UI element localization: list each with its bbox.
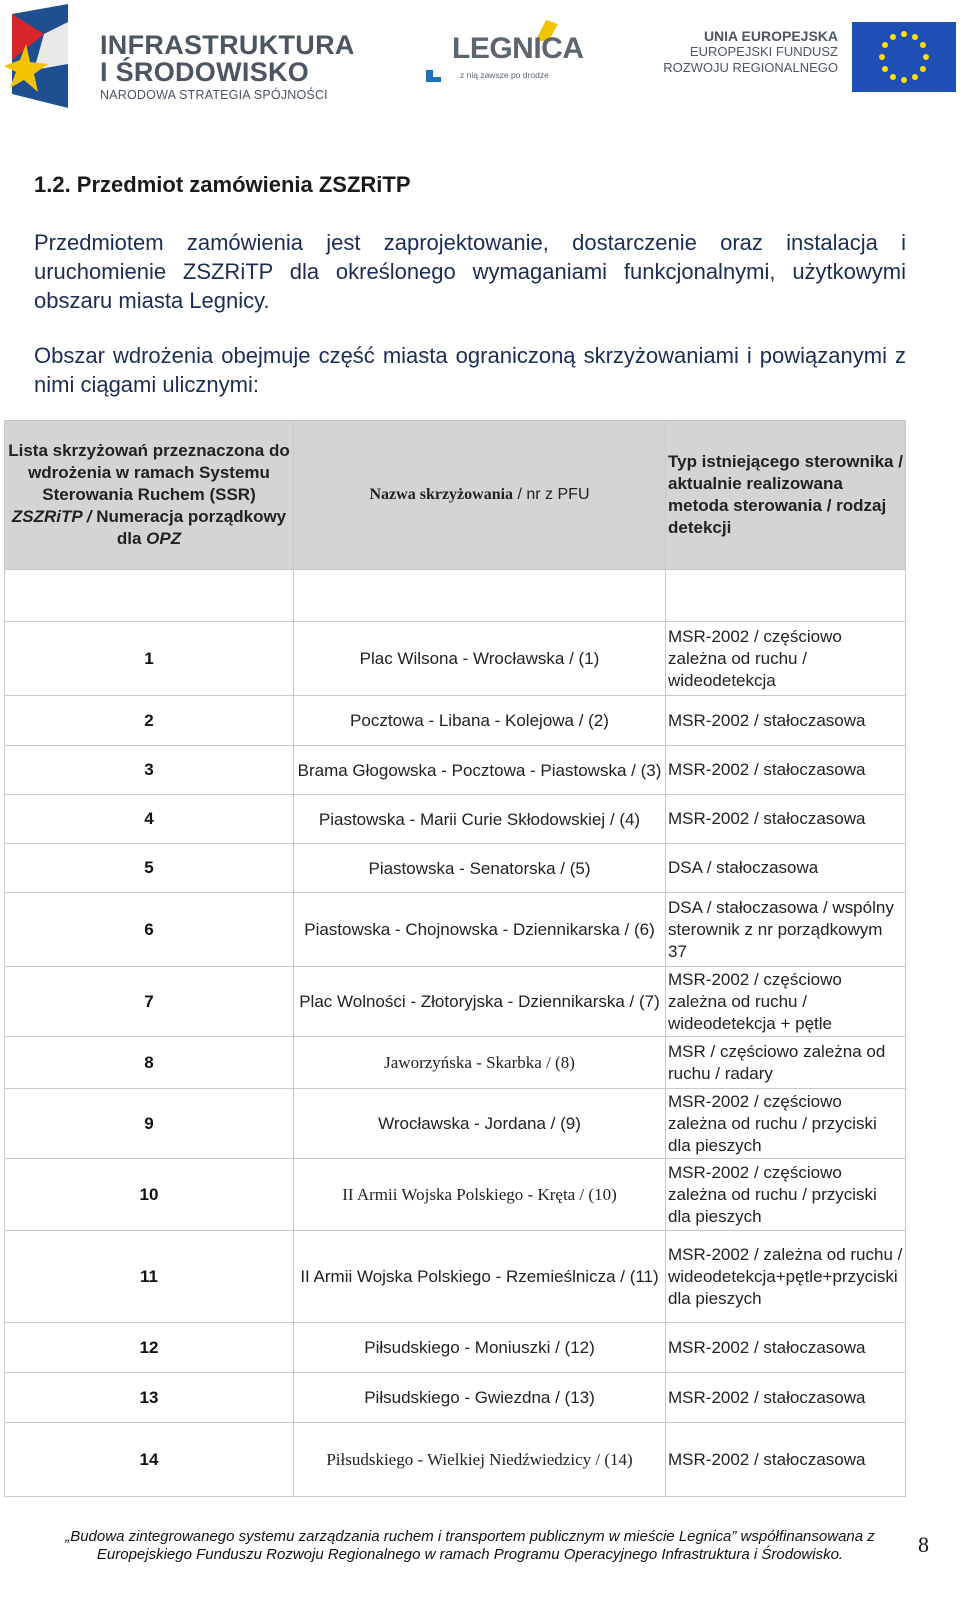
row-number: 4 <box>5 795 294 844</box>
row-number: 6 <box>5 893 294 967</box>
row-number: 8 <box>5 1037 294 1089</box>
intersection-name: Piłsudskiego - Gwiezdna / (13) <box>294 1373 666 1423</box>
row-number: 2 <box>5 696 294 746</box>
controller-type: MSR-2002 / stałoczasowa <box>666 795 906 844</box>
row-number: 11 <box>5 1231 294 1323</box>
intersection-name: Brama Głogowska - Pocztowa - Piastowska / (3) <box>294 746 666 795</box>
infrastruktura-logo <box>4 4 355 108</box>
footer-line-2: Europejskiego Funduszu Rozwoju Regionalnego w ramach Programu Operacyjnego Infrastruktura i Środowisko. <box>96 1546 844 1563</box>
row-number: 1 <box>5 622 294 696</box>
intersection-name: Plac Wilsona - Wrocławska / (1) <box>294 622 666 696</box>
controller-type: MSR-2002 / stałoczasowa <box>666 1373 906 1423</box>
table-row <box>5 746 906 795</box>
intersection-name: Piastowska - Chojnowska - Dziennikarska / (6) <box>294 893 666 967</box>
intersection-name: Wrocławska - Jordana / (9) <box>294 1089 666 1159</box>
infrastruktura-logo-subtitle: NARODOWA STRATEGIA SPÓJNOŚCI <box>100 88 328 102</box>
footer-line-1: „Budowa zintegrowanego systemu zarządzania ruchem i transportem publicznym w mieście Legnica” współfinansowana z <box>65 1528 875 1545</box>
row-number: 10 <box>5 1159 294 1231</box>
column-header-list: Lista skrzyżowań przeznaczona do wdrożenia w ramach Systemu Sterowania Ruchem (SSR) ZSZRiTP / Numeracja porządkowy dla OPZ <box>5 421 294 570</box>
intersection-name: Piłsudskiego - Wielkiej Niedźwiedzicy / (14) <box>294 1423 666 1497</box>
column-header-name: Nazwa skrzyżowania / nr z PFU <box>294 421 666 570</box>
table-row <box>5 1323 906 1373</box>
controller-type: MSR-2002 / częściowo zależna od ruchu / przyciski dla pieszych <box>666 1159 906 1231</box>
controller-type: MSR-2002 / stałoczasowa <box>666 1323 906 1373</box>
intersection-name: Piastowska - Marii Curie Skłodowskiej / (4) <box>294 795 666 844</box>
row-number: 13 <box>5 1373 294 1423</box>
table-row <box>5 844 906 893</box>
controller-type: MSR-2002 / zależna od ruchu / wideodetekcja+pętle+przyciski dla pieszych <box>666 1231 906 1323</box>
table-row <box>5 1037 906 1089</box>
controller-type: DSA / stałoczasowa / wspólny sterownik z nr porządkowym 37 <box>666 893 906 967</box>
controller-type: DSA / stałoczasowa <box>666 844 906 893</box>
table-row <box>5 696 906 746</box>
infrastruktura-logo-title: INFRASTRUKTURA I ŚRODOWISKO <box>100 30 355 87</box>
controller-type: MSR-2002 / częściowo zależna od ruchu / wideodetekcja + pętle <box>666 967 906 1037</box>
row-number: 7 <box>5 967 294 1037</box>
legnica-logo-swoosh-icon <box>426 68 456 84</box>
controller-type: MSR-2002 / częściowo zależna od ruchu / wideodetekcja <box>666 622 906 696</box>
intersection-name: Piastowska - Senatorska / (5) <box>294 844 666 893</box>
intersection-name: Plac Wolności - Złotoryjska - Dziennikarska / (7) <box>294 967 666 1037</box>
logo-bar <box>0 0 960 110</box>
intersection-name: Jaworzyńska - Skarbka / (8) <box>294 1037 666 1089</box>
eu-logo-text: UNIA EUROPEJSKA EUROPEJSKI FUNDUSZ ROZWOJU REGIONALNEGO <box>663 28 838 75</box>
intersection-name: Piłsudskiego - Moniuszki / (12) <box>294 1323 666 1373</box>
row-number: 5 <box>5 844 294 893</box>
row-number: 12 <box>5 1323 294 1373</box>
intersection-name: II Armii Wojska Polskiego - Kręta / (10) <box>294 1159 666 1231</box>
controller-type: MSR-2002 / częściowo zależna od ruchu / przyciski dla pieszych <box>666 1089 906 1159</box>
row-number: 3 <box>5 746 294 795</box>
controller-type: MSR / częściowo zależna od ruchu / radary <box>666 1037 906 1089</box>
legnica-logo <box>436 18 584 90</box>
table-row <box>5 967 906 1037</box>
legnica-logo-tagline: z nią zawsze po drodze <box>460 70 549 80</box>
table-row <box>5 1373 906 1423</box>
row-number: 14 <box>5 1423 294 1497</box>
table-row <box>5 622 906 696</box>
scope-paragraph: Obszar wdrożenia obejmuje część miasta ograniczoną skrzyżowaniami i powiązanymi z nimi ciągami ulicznymi: <box>34 343 906 397</box>
table-row <box>5 1089 906 1159</box>
eu-logo <box>660 22 956 92</box>
page-number: 8 <box>918 1532 929 1557</box>
eu-flag-icon <box>852 22 956 92</box>
intersection-name: II Armii Wojska Polskiego - Rzemieślnicza / (11) <box>294 1231 666 1323</box>
table-spacer-row <box>5 570 906 622</box>
legnica-logo-name: LEGNICA <box>452 32 584 65</box>
table-row <box>5 1423 906 1497</box>
controller-type: MSR-2002 / stałoczasowa <box>666 696 906 746</box>
column-header-controller: Typ istniejącego sterownika / aktualnie realizowana metoda sterowania / rodzaj detekcji <box>666 421 906 570</box>
intersections-table <box>4 420 906 1497</box>
page-footer <box>20 1528 920 1564</box>
row-number: 9 <box>5 1089 294 1159</box>
table-row <box>5 1159 906 1231</box>
table-header-row <box>5 421 906 570</box>
table-row <box>5 1231 906 1323</box>
infrastruktura-emblem-icon <box>4 4 72 108</box>
table-row <box>5 795 906 844</box>
controller-type: MSR-2002 / stałoczasowa <box>666 1423 906 1497</box>
intro-paragraph: Przedmiotem zamówienia jest zaprojektowanie, dostarczenie oraz instalacja i uruchomienie ZSZRiTP dla określonego wymaganiami funkcjonalnymi, użytkowymi obszaru miasta Legnicy. <box>34 230 906 313</box>
table-row <box>5 893 906 967</box>
intersection-name: Pocztowa - Libana - Kolejowa / (2) <box>294 696 666 746</box>
controller-type: MSR-2002 / stałoczasowa <box>666 746 906 795</box>
section-title: 1.2. Przedmiot zamówienia ZSZRiTP <box>34 172 411 197</box>
